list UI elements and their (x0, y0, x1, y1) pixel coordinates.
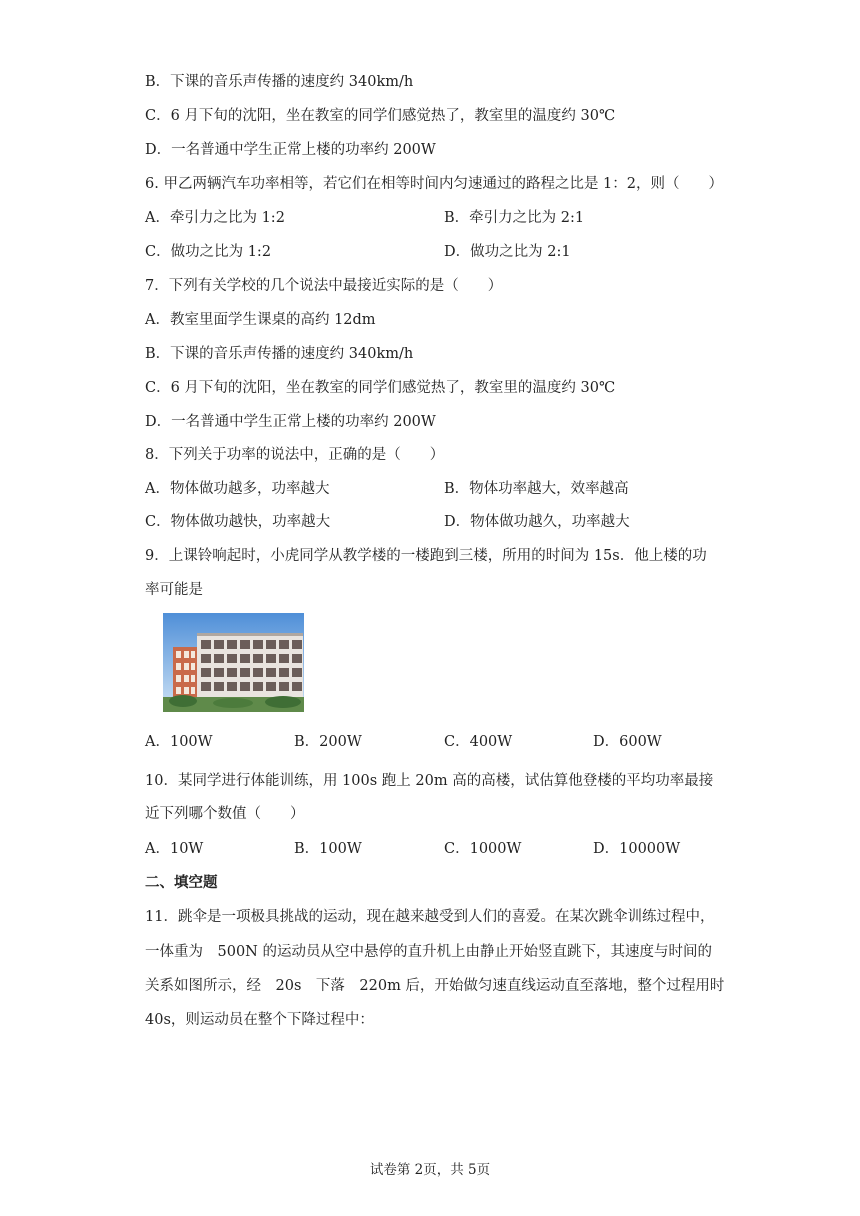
q10-option-c: C．1000W (444, 841, 522, 857)
q8-option-c: C．物体做功越快，功率越大 (145, 514, 331, 530)
q9-stem-line2: 率可能是 (145, 582, 203, 598)
q6-option-a: A．牵引力之比为 1:2 (145, 210, 285, 226)
q7-option-d: D．一名普通中学生正常上楼的功率约 200W (145, 414, 436, 430)
q10-stem-line2: 近下列哪个数值（ ） (145, 806, 305, 822)
q10-option-b: B．100W (294, 841, 362, 857)
q7-option-a: A．教室里面学生课桌的高约 12dm (145, 312, 376, 328)
q10-option-a: A．10W (145, 841, 204, 857)
q8-stem: 8．下列关于功率的说法中，正确的是（ ） (145, 447, 445, 463)
page-footer: 试卷第 2页，共 5页 (369, 1162, 491, 1178)
q9-option-d: D．600W (593, 734, 662, 750)
q5-option-d: D．一名普通中学生正常上楼的功率约 200W (145, 142, 436, 158)
q10-option-d: D．10000W (593, 841, 681, 857)
q8-option-a: A．物体做功越多，功率越大 (145, 481, 330, 497)
q6-option-c: C．做功之比为 1:2 (145, 244, 272, 260)
q11-line4: 40s，则运动员在整个下降过程中： (145, 1012, 374, 1028)
q11-line2: 一体重为 500N 的运动员从空中悬停的直升机上由静止开始竖直跳下，其速度与时间的 (145, 944, 712, 960)
q5-option-b: B．下课的音乐声传播的速度约 340km/h (145, 74, 414, 90)
q11-line3: 关系如图所示，经 20s 下落 220m 后，开始做匀速直线运动直至落地，整个过程用时 (145, 978, 725, 994)
school-building-image (163, 613, 304, 712)
q6-option-b: B．牵引力之比为 2:1 (444, 210, 585, 226)
section-heading-fill-in: 二、填空题 (145, 874, 218, 891)
q8-option-b: B．物体功率越大，效率越高 (444, 481, 629, 497)
q7-stem: 7．下列有关学校的几个说法中最接近实际的是（ ） (145, 278, 503, 294)
q7-option-b: B．下课的音乐声传播的速度约 340km/h (145, 346, 414, 362)
q7-option-c: C．6 月下旬的沈阳，坐在教室的同学们感觉热了，教室里的温度约 30℃ (145, 380, 616, 396)
q9-stem-line1: 9．上课铃响起时，小虎同学从教学楼的一楼跑到三楼，所用的时间为 15s．他上楼的功 (145, 548, 707, 564)
q9-option-c: C．400W (444, 734, 513, 750)
q9-option-a: A．100W (145, 734, 213, 750)
q8-option-d: D．物体做功越久，功率越大 (444, 514, 630, 530)
q6-stem: 6. 甲乙两辆汽车功率相等，若它们在相等时间内匀速通过的路程之比是 1：2，则（ ） (145, 176, 723, 192)
q10-stem-line1: 10．某同学进行体能训练，用 100s 跑上 20m 高的高楼，试估算他登楼的平均功率最接 (145, 773, 714, 789)
q9-option-b: B．200W (294, 734, 362, 750)
q5-option-c: C．6 月下旬的沈阳，坐在教室的同学们感觉热了，教室里的温度约 30℃ (145, 108, 616, 124)
q6-option-d: D．做功之比为 2:1 (444, 244, 571, 260)
q11-line1: 11．跳伞是一项极具挑战的运动，现在越来越受到人们的喜爱。在某次跳伞训练过程中， (145, 909, 715, 925)
